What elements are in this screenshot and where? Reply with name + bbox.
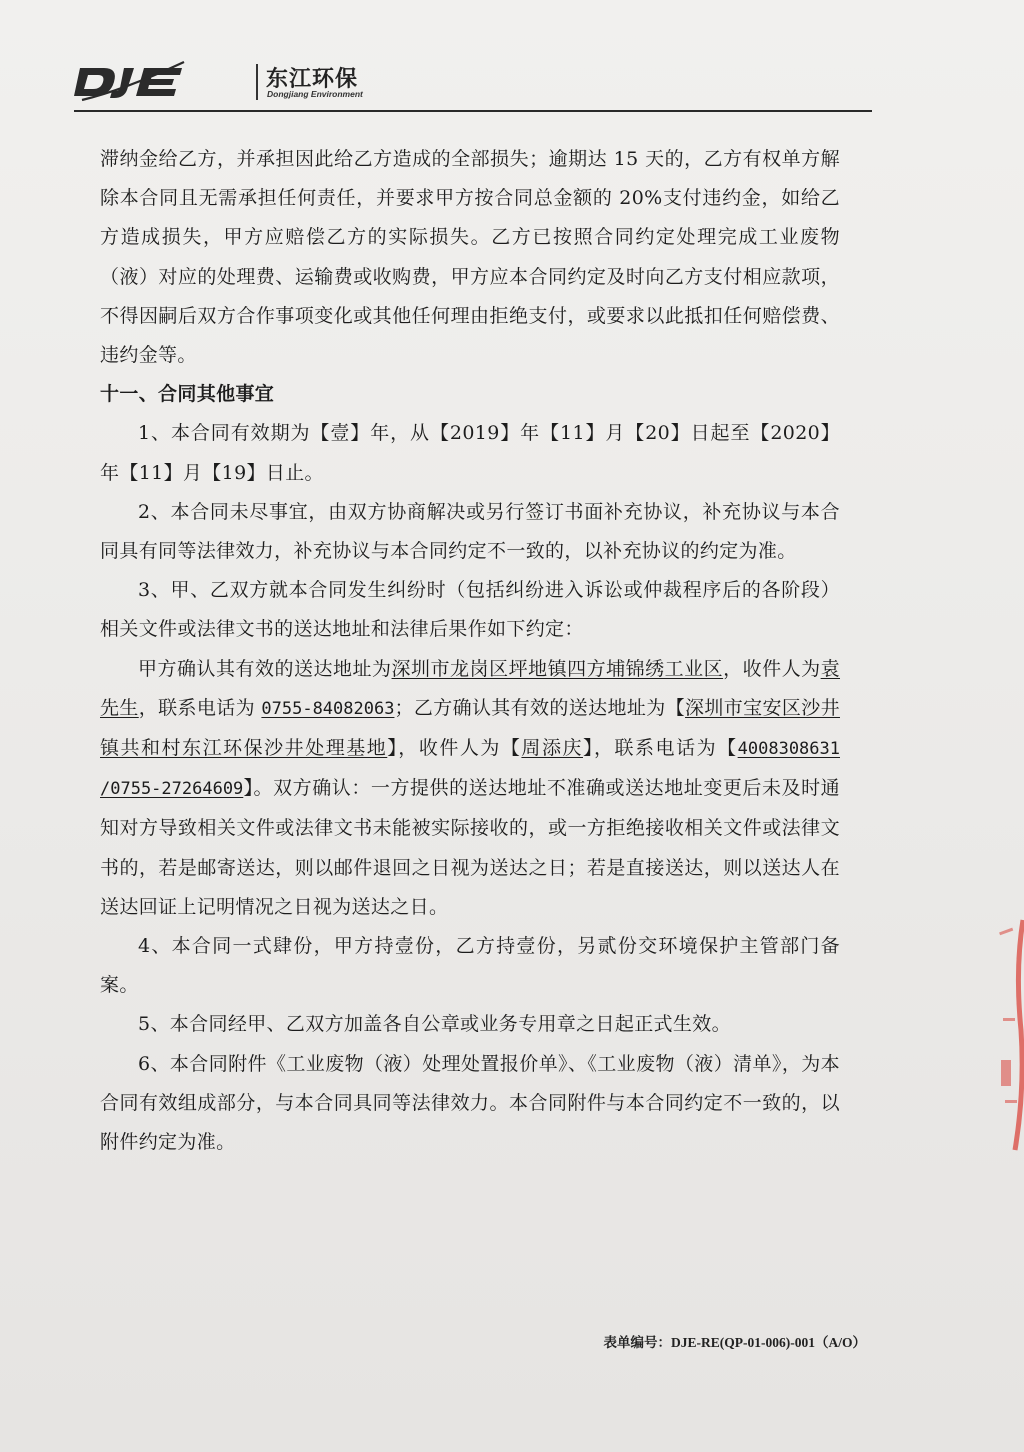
form-code: 表单编号：DJE-RE(QP-01-006)-001（A/O） (603, 1335, 866, 1350)
clause-6: 6、本合同附件《工业废物（液）处理处置报价单》、《工业废物（液）清单》，为本合同有效组成部分，与本合同具同等法律效力。本合同附件与本合同约定不一致的，以附件约定为准。 (100, 1052, 840, 1154)
party-b-address: 深圳市宝安区沙井镇共和村东江环保沙井处理基地 (100, 696, 840, 760)
letterhead (74, 60, 874, 116)
dje-logo-icon (74, 60, 186, 104)
clause-3-text: ；乙方确认其有效的送达地址为【 (394, 696, 686, 719)
clause-1: 1、本合同有效期为【壹】年，从【2019】年【11】月【20】日起至【2020】年【11】月【19】日止。 (100, 422, 840, 484)
clause-4: 4、本合同一式肆份，甲方持壹份，乙方持壹份，另贰份交环境保护主管部门备案。 (100, 935, 840, 997)
party-a-address: 深圳市龙岗区坪地镇四方埔锦绣工业区 (391, 657, 724, 680)
company-name-en: Dongjiang Environment (267, 89, 363, 99)
clause-3: 3、甲、乙双方就本合同发生纠纷时（包括纠纷进入诉讼或仲裁程序后的各阶段）相关文件或法律文书的送达地址和法律后果作如下约定： (100, 579, 840, 641)
party-b-phone: 4008308631 /0755-27264609 (100, 739, 840, 800)
company-name-cn: 东江环保 (266, 67, 359, 92)
header-rule (74, 110, 872, 112)
red-seal-fragment (985, 900, 1024, 1160)
clause-3-text: 】，联系电话为【 (582, 737, 738, 760)
clause-3-detail (100, 650, 840, 927)
party-b-recipient: 周添庆 (521, 737, 583, 760)
clause-3-text: ，联系电话为 (138, 696, 262, 719)
clause-3-text: 甲方确认其有效的送达地址为 (138, 657, 392, 680)
clause-3-text: 】。双方确认：一方提供的送达地址不准确或送达地址变更后未及时通知对方导致相关文件或法律文书未能被实际接收的，或一方拒绝接收相关文件或法律文书的，若是邮寄送达，则以邮件退回之日视为送达之日；若是直接送达，则以送达人在送达回证上记明情况之日视为送达之日。 (100, 777, 840, 918)
clause-3-text: ，收件人为 (723, 657, 821, 680)
contract-body (100, 140, 840, 1162)
party-a-phone: 0755-84082063 (261, 698, 395, 719)
section-heading: 十一、合同其他事宜 (100, 383, 275, 406)
party-a-recipient: 袁先生 (100, 657, 840, 719)
clause-5: 5、本合同经甲、乙双方加盖各自公章或业务专用章之日起正式生效。 (138, 1013, 731, 1036)
continuation-paragraph: 滞纳金给乙方，并承担因此给乙方造成的全部损失；逾期达 15 天的，乙方有权单方解除本合同且无需承担任何责任，并要求甲方按合同总金额的 20%支付违约金，如给乙方造成损失，甲方应赔偿乙方的实际损失。乙方已按照合同约定处理完成工业废物（液）对应的处理费、运输费或收购费，甲方应本合同约定及时向乙方支付相应款项，不得因嗣后双方合作事项变化或其他任何理由拒绝支付，或要求以此抵扣任何赔偿费、违约金等。 (100, 148, 840, 367)
clause-2: 2、本合同未尽事宜，由双方协商解决或另行签订书面补充协议，补充协议与本合同具有同等法律效力，补充协议与本合同约定不一致的，以补充协议的约定为准。 (100, 500, 840, 563)
logo-divider (256, 64, 258, 100)
clause-3-text: 】，收件人为【 (387, 737, 522, 760)
